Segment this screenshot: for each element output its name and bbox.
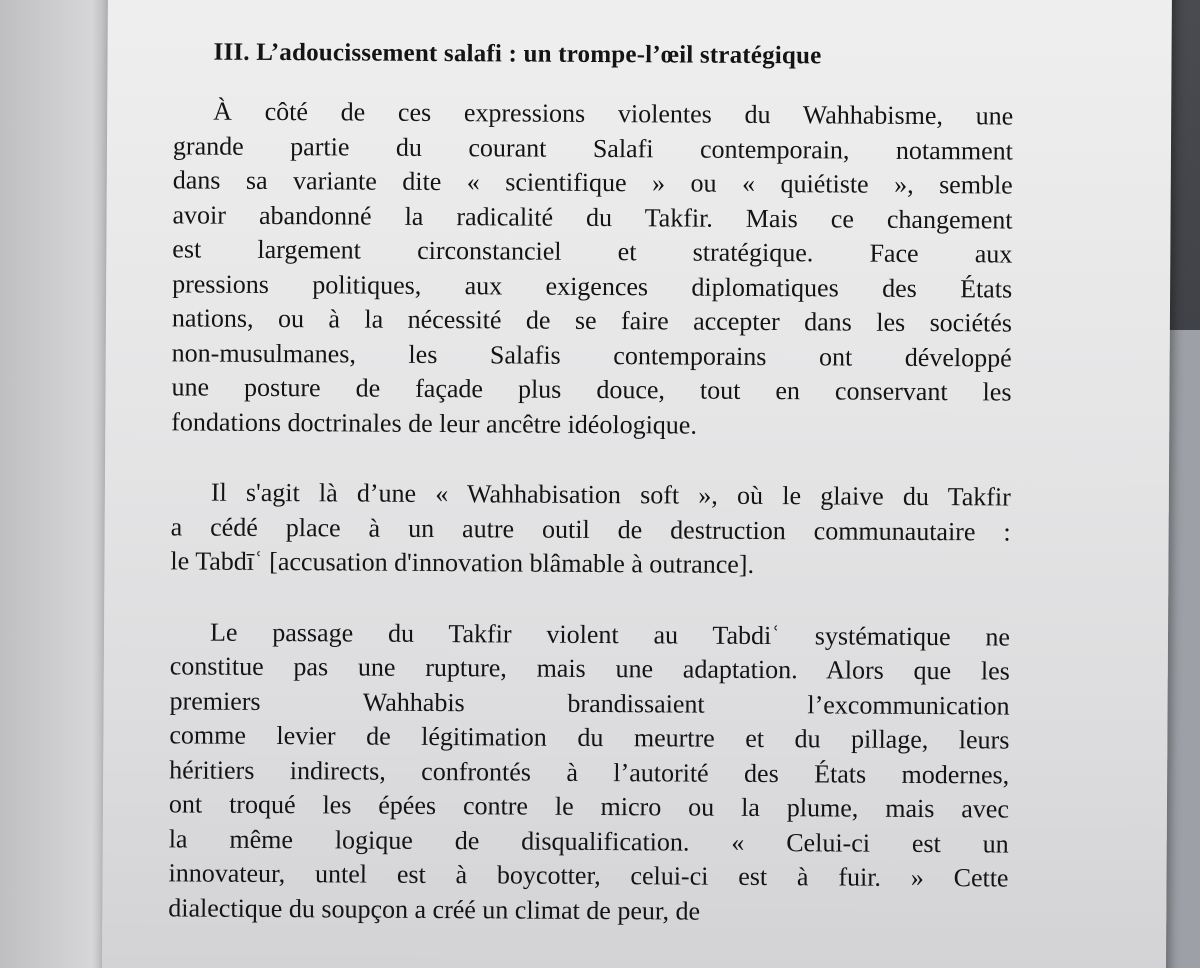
paragraph-1: [171, 94, 1013, 444]
text-line: Le passage du Takfir violent au Tabdiʿ systématique ne: [209, 617, 1011, 652]
text-line: une posture de façade plus douce, tout en conservant les: [171, 372, 1012, 407]
text-line: ont troqué les épées contre le micro ou la plume, mais avec: [168, 789, 1010, 824]
text-line: fondations doctrinales de leur ancêtre idéologique.: [171, 406, 697, 440]
text-line: le Tabdīʿ [accusation d'innovation blâmable à outrance].: [170, 546, 755, 579]
text-line: grande partie du courant Salafi contemporain, notamment: [172, 130, 1014, 166]
paragraph-3: [168, 615, 1010, 931]
text-line: comme levier de légitimation du meurtre et du pillage, leurs: [169, 720, 1010, 755]
section-heading: III. L’adoucissement salafi : un trompe-l’œil stratégique: [213, 38, 822, 70]
text-line: Il s'agit là d’une « Wahhabisation soft », où le glaive du Takfir: [210, 477, 1011, 512]
book-page: [102, 0, 1172, 968]
text-line: dialectique du soupçon a créé un climat de peur, de: [168, 892, 701, 926]
text-line: innovateur, untel est à boycotter, celui-ci est à fuir. » Cette: [168, 858, 1009, 893]
text-line: héritiers indirects, confrontés à l’autorité des États modernes,: [169, 754, 1010, 790]
text-line: nations, ou à la nécessité de se faire accepter dans les sociétés: [171, 303, 1013, 338]
text-line: a cédé place à un autre outil de destruction communautaire :: [170, 511, 1011, 547]
text-line: premiers Wahhabis brandissaient l’excommunication: [169, 685, 1010, 721]
paragraph-2: [170, 475, 1011, 584]
text-line: la même logique de disqualification. « Celui-ci est un: [168, 823, 1009, 859]
text-line: pressions politiques, aux exigences diplomatiques des États: [172, 268, 1013, 304]
text-line: À côté de ces expressions violentes du Wahhabisme, une: [213, 96, 1014, 131]
text-line: avoir abandonné la radicalité du Takfir. Mais ce changement: [172, 199, 1013, 235]
text-line: est largement circonstanciel et stratégique. Face aux: [172, 234, 1013, 269]
text-line: dans sa variante dite « scientifique » ou « quiétiste », semble: [172, 165, 1013, 200]
text-line: non-musulmanes, les Salafis contemporains ont développé: [171, 337, 1012, 373]
page-content: [168, 38, 1014, 966]
text-line: constitue pas une rupture, mais une adaptation. Alors que les: [169, 651, 1010, 686]
